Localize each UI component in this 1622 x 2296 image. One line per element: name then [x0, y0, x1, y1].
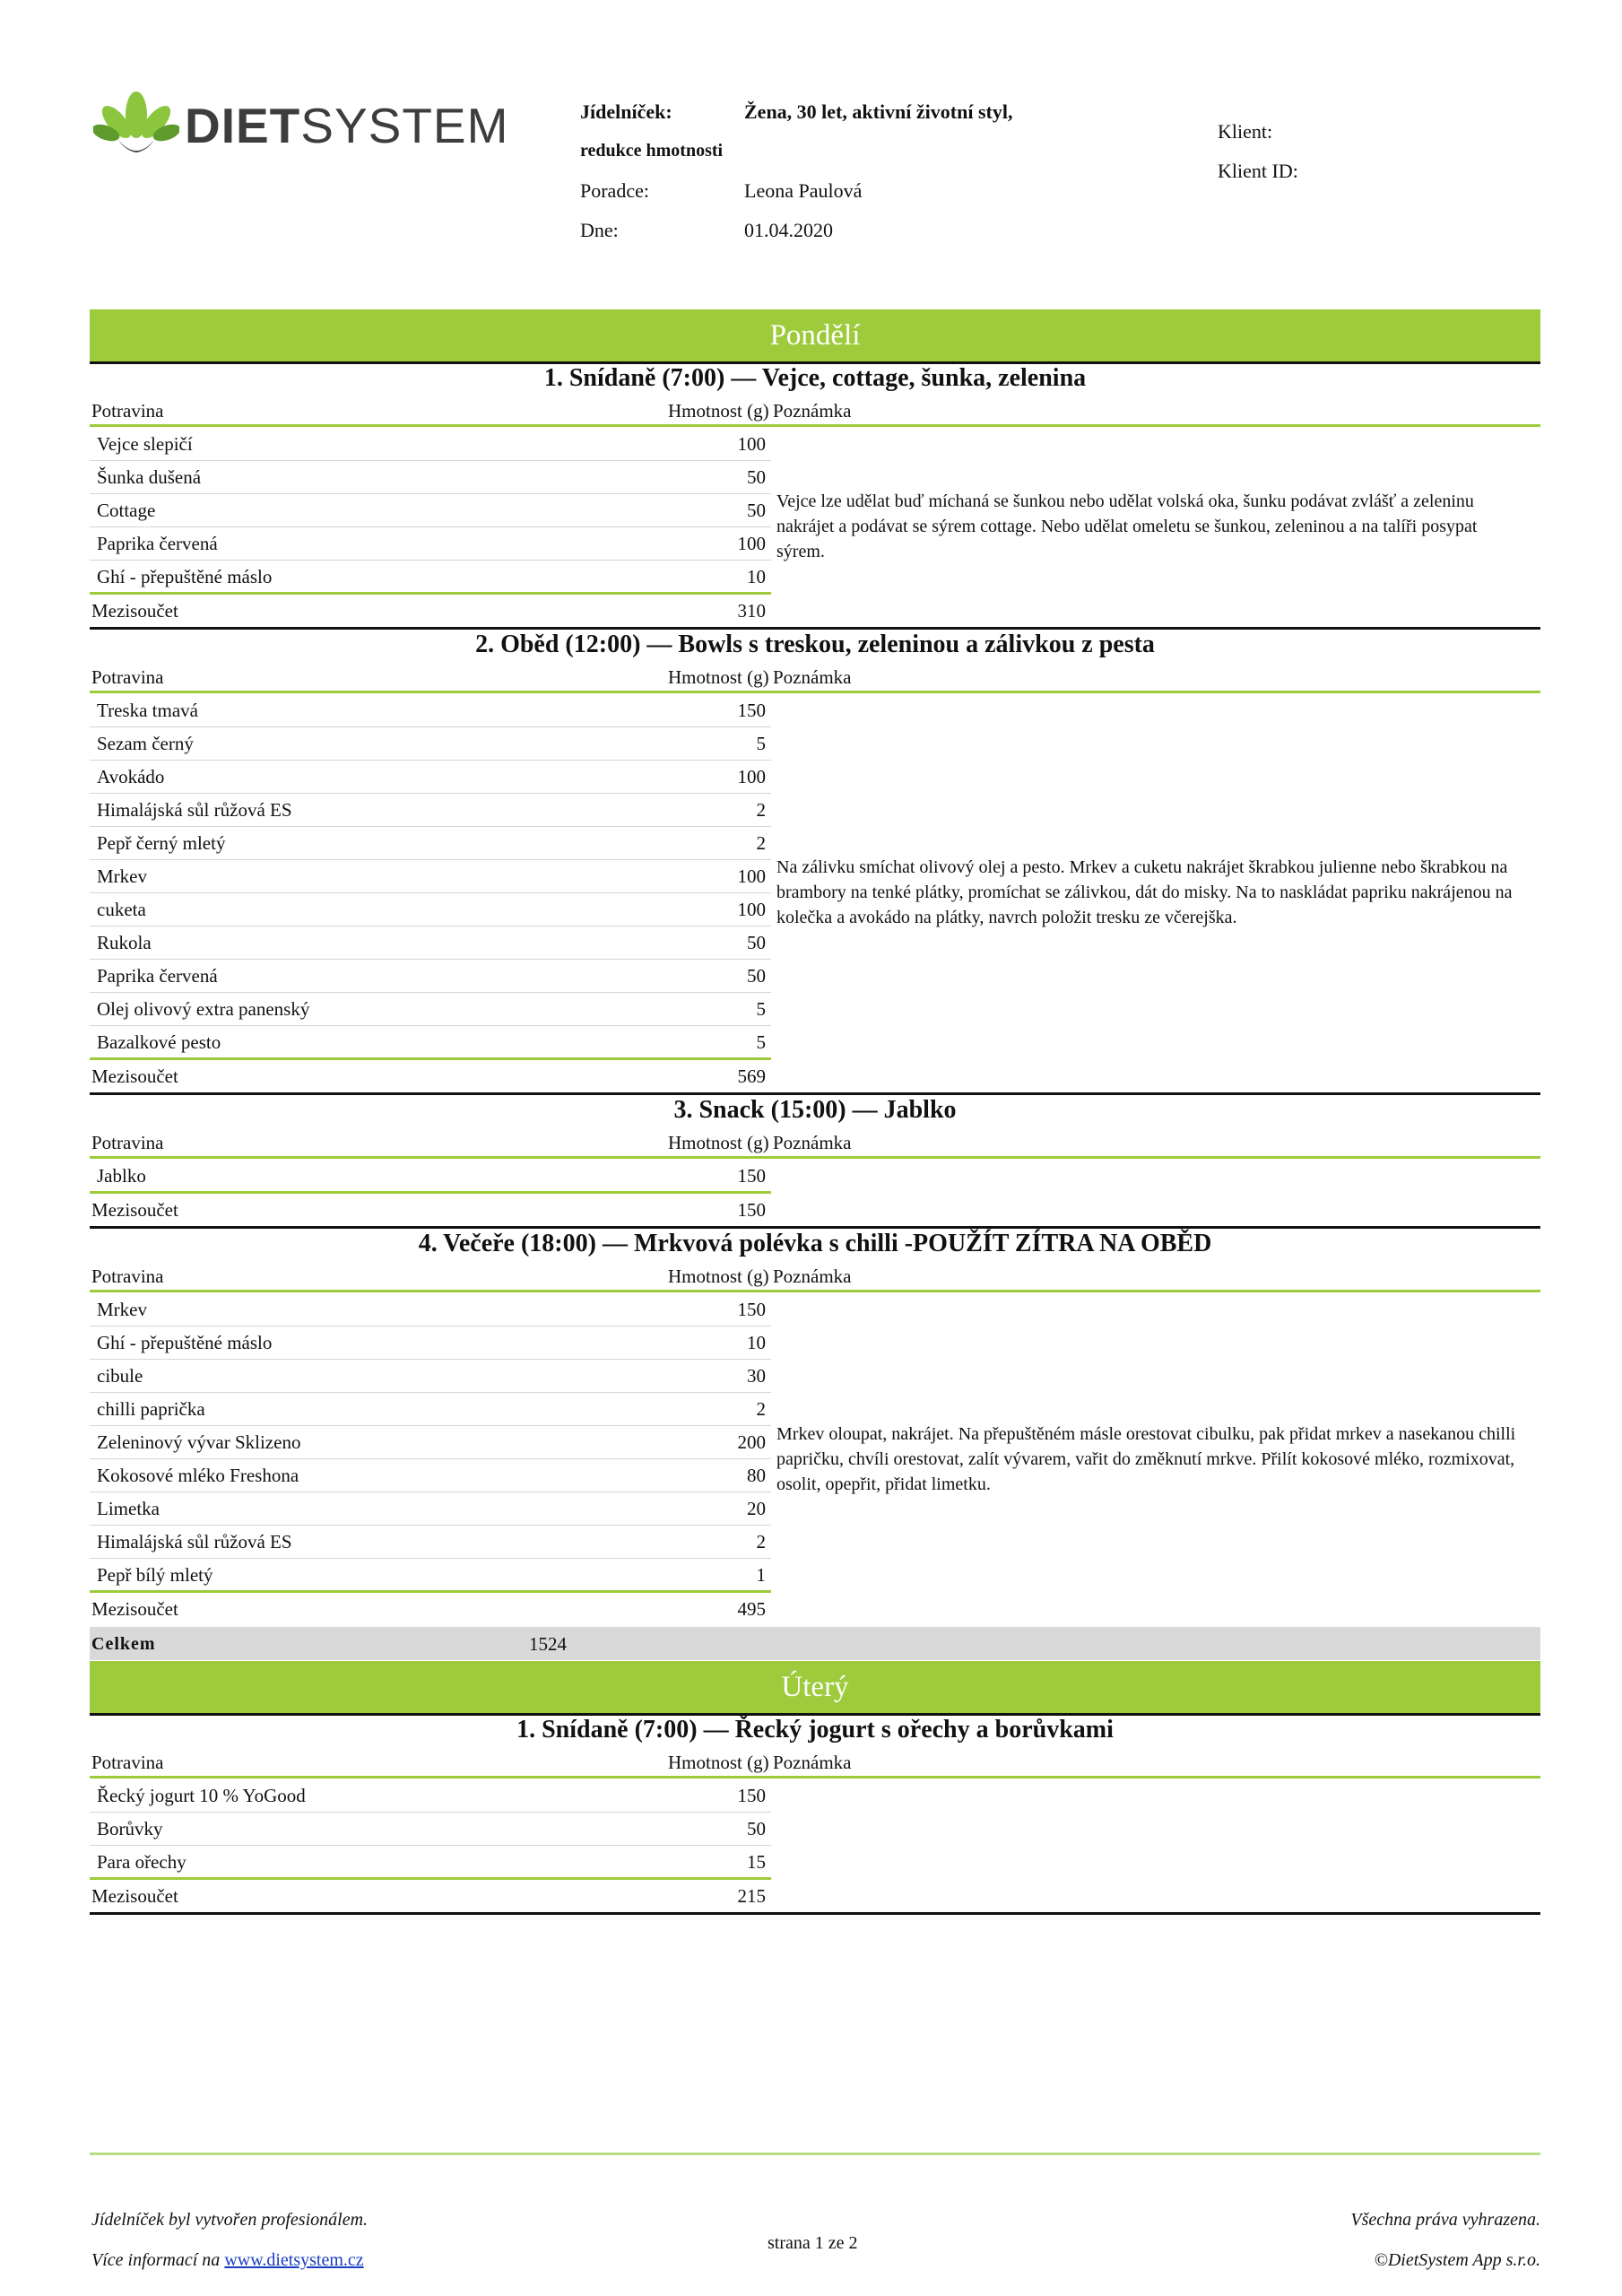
- footer-created: Jídelníček byl vytvořen profesionálem.: [91, 2210, 369, 2230]
- subtotal-row: Mezisoučet 215: [91, 1885, 766, 1907]
- subtotal-row: Mezisoučet 495: [91, 1598, 766, 1620]
- table-row: Paprika červená 100: [90, 527, 771, 561]
- col-note: Poznámka: [773, 1132, 852, 1153]
- col-weight: Hmotnost (g): [668, 1265, 769, 1287]
- table-row: Zeleninový vývar Sklizeno 200: [90, 1426, 771, 1459]
- col-weight: Hmotnost (g): [668, 1752, 769, 1773]
- col-food: Potravina: [91, 1132, 164, 1153]
- footer-divider: [90, 2152, 1540, 2155]
- table-row: Borůvky 50: [90, 1813, 771, 1846]
- menu-value-cont: redukce hmotnosti: [580, 141, 724, 161]
- divider: [90, 1290, 1540, 1292]
- footer-more-info: Více informací na www.dietsystem.cz: [91, 2250, 364, 2270]
- advisor-label: Poradce:: [580, 179, 649, 202]
- table-row: Řecký jogurt 10 % YoGood 150: [90, 1779, 771, 1813]
- table-row: Avokádo 100: [90, 761, 771, 794]
- table-row: Sezam černý 5: [90, 727, 771, 761]
- subtotal-row: Mezisoučet 569: [91, 1065, 766, 1087]
- subtotal-row: Mezisoučet 310: [91, 600, 766, 622]
- meal-note: Na zálivku smíchat olivový olej a pesto. Mrkev a cuketu nakrájet škrabkou julienne nebo škrabkou na brambory na tenké plátky, promíchat se zálivkou, dát do misky. Na to naskládat papriku nakrájenou na kolečka a avokádo na plátky, navrch položit tresku ze včerejška.: [776, 857, 1513, 927]
- table-row: Jablko 150: [97, 1165, 766, 1187]
- table-row: Pepř černý mletý 2: [90, 827, 771, 860]
- meal-title: 3. Snack (15:00) — Jablko: [673, 1096, 957, 1124]
- table-row: Cottage 50: [90, 494, 771, 527]
- meal-note: Vejce lze udělat buď míchaná se šunkou nebo udělat volská oka, šunku podávat zvlášť a zeleninu nakrájet a podávat se sýrem cottage. Nebo udělat omeletu se šunkou, zeleninou a na talíři posypat sýrem.: [776, 491, 1478, 561]
- table-row: Himalájská sůl růžová ES 2: [90, 794, 771, 827]
- dietsystem-logo: [93, 86, 509, 163]
- total-label: Celkem: [91, 1634, 156, 1654]
- client-id-label: Klient ID:: [1218, 160, 1298, 182]
- total-value: 1524: [529, 1633, 567, 1655]
- footer-rights: Všechna práva vyhrazena.: [1350, 2210, 1540, 2230]
- table-row: Šunka dušená 50: [90, 461, 771, 494]
- divider: [90, 627, 1540, 630]
- col-note: Poznámka: [773, 400, 852, 422]
- col-food: Potravina: [91, 400, 164, 422]
- table-row: cuketa 100: [90, 893, 771, 926]
- col-food: Potravina: [91, 666, 164, 688]
- table-row: Limetka 20: [90, 1492, 771, 1526]
- table-row: Treska tmavá 150: [90, 694, 771, 727]
- table-row: Mrkev 150: [90, 1293, 771, 1326]
- day-header-monday: Pondělí: [90, 309, 1540, 363]
- col-weight: Hmotnost (g): [668, 1132, 769, 1153]
- col-food: Potravina: [91, 1752, 164, 1773]
- table-row: Ghí - přepuštěné máslo 10: [97, 566, 766, 587]
- col-note: Poznámka: [773, 1752, 852, 1773]
- table-row: Para ořechy 15: [97, 1851, 766, 1873]
- col-note: Poznámka: [773, 666, 852, 688]
- col-note: Poznámka: [773, 1265, 852, 1287]
- divider: [90, 691, 1540, 693]
- table-row: chilli paprička 2: [90, 1393, 771, 1426]
- day-header-tuesday: Úterý: [90, 1661, 1540, 1715]
- meal-title: 1. Snídaně (7:00) — Řecký jogurt s ořechy a borůvkami: [516, 1716, 1114, 1744]
- table-row: Kokosové mléko Freshona 80: [90, 1459, 771, 1492]
- col-weight: Hmotnost (g): [668, 400, 769, 422]
- divider: [90, 1226, 1540, 1229]
- table-row: Rukola 50: [90, 926, 771, 960]
- table-row: Ghí - přepuštěné máslo 10: [90, 1326, 771, 1360]
- date-value: 01.04.2020: [744, 219, 833, 241]
- table-row: Vejce slepičí 100: [90, 428, 771, 461]
- meal-title: 2. Oběd (12:00) — Bowls s treskou, zeleninou a zálivkou z pesta: [475, 631, 1155, 658]
- table-row: Himalájská sůl růžová ES 2: [90, 1526, 771, 1559]
- divider: [90, 1776, 1540, 1779]
- subtotal-row: Mezisoučet 150: [91, 1199, 766, 1221]
- divider: [90, 424, 1540, 427]
- table-row: cibule 30: [90, 1360, 771, 1393]
- advisor-value: Leona Paulová: [744, 179, 863, 202]
- date-label: Dne:: [580, 219, 619, 241]
- meal-note: Mrkev oloupat, nakrájet. Na přepuštěném másle orestovat cibulku, pak přidat mrkev a nasekanou chilli papričku, chvíli orestovat, zalít vývarem, vařit do změknutí mrkve. Přilít kokosové mléko, rozmixovat, osolit, opepřit, přidat limetku.: [776, 1424, 1516, 1494]
- divider: [90, 1092, 1540, 1095]
- client-label: Klient:: [1218, 120, 1273, 143]
- divider: [90, 1912, 1540, 1915]
- footer-copyright: ©DietSystem App s.r.o.: [1374, 2250, 1540, 2270]
- col-food: Potravina: [91, 1265, 164, 1287]
- menu-value: Žena, 30 let, aktivní životní styl,: [744, 100, 1013, 123]
- divider: [90, 1156, 1540, 1159]
- leaf-logo-icon: [93, 90, 179, 161]
- day-total-row: [90, 1627, 1540, 1660]
- col-weight: Hmotnost (g): [668, 666, 769, 688]
- menu-label: Jídelníček:: [580, 100, 672, 123]
- table-row: Paprika červená 50: [90, 960, 771, 993]
- table-row: Olej olivový extra panenský 5: [90, 993, 771, 1026]
- meal-title: 1. Snídaně (7:00) — Vejce, cottage, šunka, zelenina: [543, 364, 1087, 392]
- table-row: Pepř bílý mletý 1: [97, 1564, 766, 1586]
- table-row: Mrkev 100: [90, 860, 771, 893]
- page-number: strana 1 ze 2: [768, 2233, 858, 2253]
- meal-title: 4. Večeře (18:00) — Mrkvová polévka s chilli -POUŽÍT ZÍTRA NA OBĚD: [418, 1230, 1212, 1257]
- logo-wordmark: DIETSYSTEM: [185, 98, 509, 153]
- website-link[interactable]: www.dietsystem.cz: [224, 2250, 364, 2270]
- table-row: Bazalkové pesto 5: [97, 1031, 766, 1053]
